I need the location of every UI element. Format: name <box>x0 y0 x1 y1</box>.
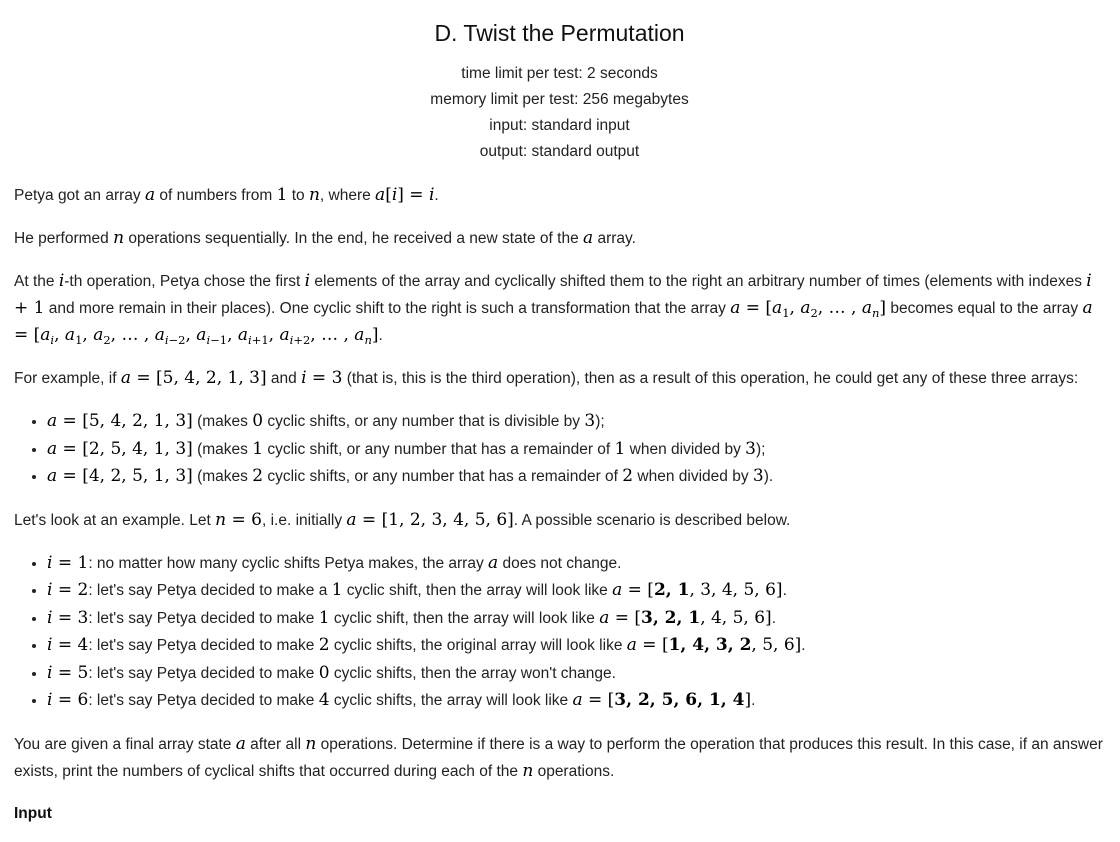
list-item <box>47 605 1105 633</box>
text-segment: ); <box>755 440 766 458</box>
text-segment: : let's say Petya decided to make a <box>88 582 332 599</box>
text-segment: = [1, 2, 3, 4, 5, 6] <box>356 509 514 530</box>
text-segment: 1, 4, 3, 2 <box>668 635 752 655</box>
text-segment: a <box>64 325 76 345</box>
text-segment: 1 <box>782 306 790 321</box>
text-segment: 1 <box>75 333 83 348</box>
text-segment: Petya got an array <box>14 187 145 204</box>
text-segment: = [ <box>740 298 773 318</box>
text-segment: . <box>434 187 439 204</box>
text-segment: i <box>289 333 294 348</box>
text-segment: = 4 <box>52 635 89 655</box>
text-segment: = [ <box>636 635 669 655</box>
text-segment: (makes <box>192 468 253 485</box>
section-title-input: Input <box>14 804 52 822</box>
text-segment: i <box>47 607 53 628</box>
text-segment: For example, if <box>14 370 121 387</box>
text-segment: , 4, 5, 6] <box>700 607 772 628</box>
text-segment: = 3 <box>52 607 89 628</box>
text-segment: −1 <box>210 333 228 348</box>
text-segment: = [ <box>582 690 615 710</box>
text-segment: cyclic shift, then the array will look like <box>329 609 600 627</box>
text-segment: n <box>364 333 372 348</box>
text-segment: when divided by <box>625 440 746 458</box>
paragraph <box>14 365 1105 392</box>
text-segment: = [ <box>622 580 654 600</box>
problem-title: D. Twist the Permutation <box>434 20 685 46</box>
text-segment: 1 <box>252 438 264 459</box>
text-segment: = [5, 4, 2, 1, 3] <box>130 368 267 388</box>
text-segment: i <box>391 185 398 205</box>
text-segment: a <box>730 298 741 318</box>
text-segment: operations. <box>533 762 615 780</box>
text-segment: . A possible scenario is described below. <box>513 511 791 529</box>
text-segment: cyclic shifts, then the array won't change. <box>329 664 616 682</box>
bullet-list <box>14 408 1105 491</box>
text-segment: 2 <box>622 466 634 486</box>
text-segment: ] <box>879 298 887 318</box>
text-segment: +1 <box>251 333 269 348</box>
text-segment: (makes <box>192 413 253 430</box>
text-segment: = [ <box>14 325 41 345</box>
text-segment: i <box>47 662 53 683</box>
text-segment: , 3, 4, 5, 6] <box>689 580 783 600</box>
text-segment: a <box>154 325 165 345</box>
list-item <box>47 660 1105 688</box>
text-segment: = [5, 4, 2, 1, 3] <box>57 411 193 431</box>
text-segment: a <box>47 411 58 431</box>
text-segment: a <box>235 733 246 754</box>
paragraph <box>14 182 1105 209</box>
text-segment: (that is, this is the third operation), then as a result of this operation, he could get any of these three arrays: <box>342 370 1079 387</box>
text-segment: 1 <box>331 580 343 600</box>
problem-page <box>0 20 1120 827</box>
text-segment: i <box>50 333 55 348</box>
text-segment: 0 <box>318 662 330 683</box>
text-segment: n <box>308 185 320 205</box>
text-segment: a <box>47 466 58 486</box>
text-segment: a <box>237 325 249 345</box>
text-segment: , <box>789 298 801 318</box>
text-segment: operations sequentially. In the end, he received a new state of the <box>124 230 584 247</box>
list-item <box>47 550 1105 578</box>
memory-limit: memory limit per test: 256 megabytes <box>430 91 689 108</box>
text-segment: = 6 <box>226 509 262 530</box>
text-segment: a <box>1082 298 1093 318</box>
text-segment: a <box>800 298 811 318</box>
problem-header <box>14 20 1105 165</box>
time-limit: time limit per test: 2 seconds <box>461 65 658 82</box>
text-segment: becomes equal to the array <box>886 300 1083 317</box>
text-segment: 0 <box>252 411 264 431</box>
text-segment: 1 <box>614 438 626 459</box>
text-segment: + 1 <box>14 298 45 318</box>
text-segment: = [4, 2, 5, 1, 3] <box>57 466 193 486</box>
text-segment: = 1 <box>52 552 89 573</box>
text-segment: 2, 1 <box>653 580 690 600</box>
text-segment: i <box>164 333 169 348</box>
text-segment: operations. Determine if there is a way to perform the operation that produces this result. In this case, if an answer exists, print the numbers of cyclical shifts that occurred during each of the <box>14 735 1103 780</box>
text-segment: a <box>346 509 357 530</box>
text-segment: cyclic shifts, or any number that has a remainder of <box>263 468 623 485</box>
text-segment: ). <box>763 468 774 485</box>
text-segment: −2 <box>168 333 186 348</box>
text-segment: . <box>771 609 777 627</box>
text-segment: a <box>354 325 365 345</box>
text-segment: n <box>522 760 534 781</box>
list-item <box>47 632 1105 660</box>
text-segment: cyclic shift, or any number that has a remainder of <box>263 440 615 458</box>
text-segment: , <box>227 325 238 345</box>
text-segment: At the <box>14 273 59 290</box>
text-segment: elements of the array and cyclically shifted them to the right an arbitrary number of times (elements with indexes <box>310 273 1087 290</box>
text-segment: ] = <box>397 185 429 205</box>
list-item <box>47 408 1105 436</box>
text-segment: , where <box>319 187 376 204</box>
list-item <box>47 436 1105 464</box>
text-segment: n <box>305 733 317 754</box>
text-segment: i <box>248 333 252 348</box>
text-segment: [ <box>385 185 392 205</box>
text-segment: a <box>196 325 207 345</box>
text-segment: i <box>58 271 65 291</box>
text-segment: . <box>378 327 383 344</box>
text-segment: a <box>612 580 623 600</box>
text-segment: a <box>599 607 610 628</box>
text-segment: a <box>572 690 583 710</box>
input-spec: input: standard input <box>489 117 630 134</box>
text-segment: = 5 <box>52 662 89 683</box>
text-segment: . <box>801 637 806 654</box>
text-segment: a <box>772 298 783 318</box>
text-segment: = [2, 5, 4, 1, 3] <box>57 438 193 459</box>
text-segment: : let's say Petya decided to make <box>88 637 319 654</box>
text-segment: and <box>266 370 302 387</box>
text-segment: and more remain in their places). One cyclic shift to the right is such a transformation that the array <box>44 300 731 317</box>
bullet-list <box>14 550 1105 715</box>
text-segment: , … , <box>110 325 155 345</box>
text-segment: 4 <box>318 690 330 710</box>
text-segment: i <box>47 635 53 655</box>
text-segment: cyclic shifts, or any number that is divisible by <box>263 413 585 430</box>
text-segment: , … , <box>310 325 355 345</box>
text-segment: of numbers from <box>155 187 277 204</box>
text-segment: i <box>47 552 53 573</box>
text-segment: to <box>287 187 309 204</box>
text-segment: 2 <box>318 635 330 655</box>
problem-body <box>14 182 1105 827</box>
text-segment: , <box>54 325 65 345</box>
text-segment: , <box>268 325 280 345</box>
text-segment: , <box>82 325 94 345</box>
paragraph <box>14 507 1105 534</box>
text-segment: = 2 <box>52 580 89 600</box>
text-segment: = [ <box>609 607 642 628</box>
text-segment: Let's look at an example. Let <box>14 511 216 529</box>
text-segment: i <box>301 368 307 388</box>
text-segment: 3 <box>752 466 764 486</box>
text-segment: ] <box>371 325 379 345</box>
text-segment: 2 <box>252 466 264 486</box>
text-segment: (makes <box>192 440 253 458</box>
paragraph <box>14 731 1105 785</box>
text-segment: , i.e. initially <box>261 511 347 529</box>
text-segment: He performed <box>14 230 114 247</box>
text-segment: a <box>861 298 872 318</box>
text-segment: a <box>93 325 104 345</box>
text-segment: 2 <box>810 306 818 321</box>
text-segment: : let's say Petya decided to make <box>88 692 319 709</box>
text-segment: 3 <box>745 438 756 459</box>
text-segment: a <box>40 325 51 345</box>
text-segment: = 6 <box>52 690 89 710</box>
text-segment: 3, 2, 1 <box>641 607 701 628</box>
text-segment: i <box>304 271 311 291</box>
text-segment: a <box>279 325 290 345</box>
problem-meta <box>14 61 1105 165</box>
text-segment: , <box>185 325 197 345</box>
text-segment: . <box>751 692 756 709</box>
text-segment: when divided by <box>633 468 753 485</box>
text-segment: 1 <box>276 185 288 205</box>
text-segment: i <box>47 690 53 710</box>
text-segment: ); <box>595 413 605 430</box>
text-segment: i <box>1086 271 1092 291</box>
text-segment: cyclic shifts, the original array will look like <box>329 637 627 654</box>
paragraph <box>14 225 1105 252</box>
paragraph <box>14 268 1105 349</box>
text-segment: -th operation, Petya chose the first <box>64 273 305 290</box>
text-segment: , … , <box>817 298 862 318</box>
text-segment: after all <box>245 735 306 753</box>
text-segment: 2 <box>103 333 111 348</box>
text-segment: 3 <box>584 411 596 431</box>
text-segment: n <box>215 509 227 530</box>
text-segment: n <box>871 306 880 321</box>
text-segment: . <box>782 582 787 599</box>
text-segment: , 5, 6] <box>751 635 802 655</box>
text-segment: a <box>120 368 131 388</box>
text-segment: n <box>113 228 125 248</box>
text-segment: array. <box>593 230 636 247</box>
text-segment: i <box>206 333 211 348</box>
text-segment: a <box>583 228 594 248</box>
text-segment: a <box>375 185 386 205</box>
text-segment: a <box>144 185 156 205</box>
text-segment: ] <box>744 690 752 710</box>
text-segment: a <box>626 635 637 655</box>
text-segment: a <box>488 552 499 573</box>
text-segment: does not change. <box>498 554 622 572</box>
list-item <box>47 687 1105 715</box>
text-segment: 3, 2, 5, 6, 1, 4 <box>614 690 745 710</box>
text-segment: : no matter how many cyclic shifts Petya makes, the array <box>88 554 489 572</box>
text-segment: +2 <box>293 333 311 348</box>
list-item <box>47 463 1105 491</box>
text-segment: = 3 <box>306 368 343 388</box>
list-item <box>47 577 1105 605</box>
text-segment: : let's say Petya decided to make <box>88 664 319 682</box>
text-segment: You are given a final array state <box>14 735 236 753</box>
text-segment: 1 <box>318 607 330 628</box>
text-segment: : let's say Petya decided to make <box>88 609 319 627</box>
output-spec: output: standard output <box>479 143 640 160</box>
text-segment: a <box>47 438 58 459</box>
text-segment: cyclic shifts, the array will look like <box>329 692 573 709</box>
text-segment: i <box>47 580 53 600</box>
text-segment: cyclic shift, then the array will look like <box>342 582 613 599</box>
text-segment: i <box>428 185 435 205</box>
